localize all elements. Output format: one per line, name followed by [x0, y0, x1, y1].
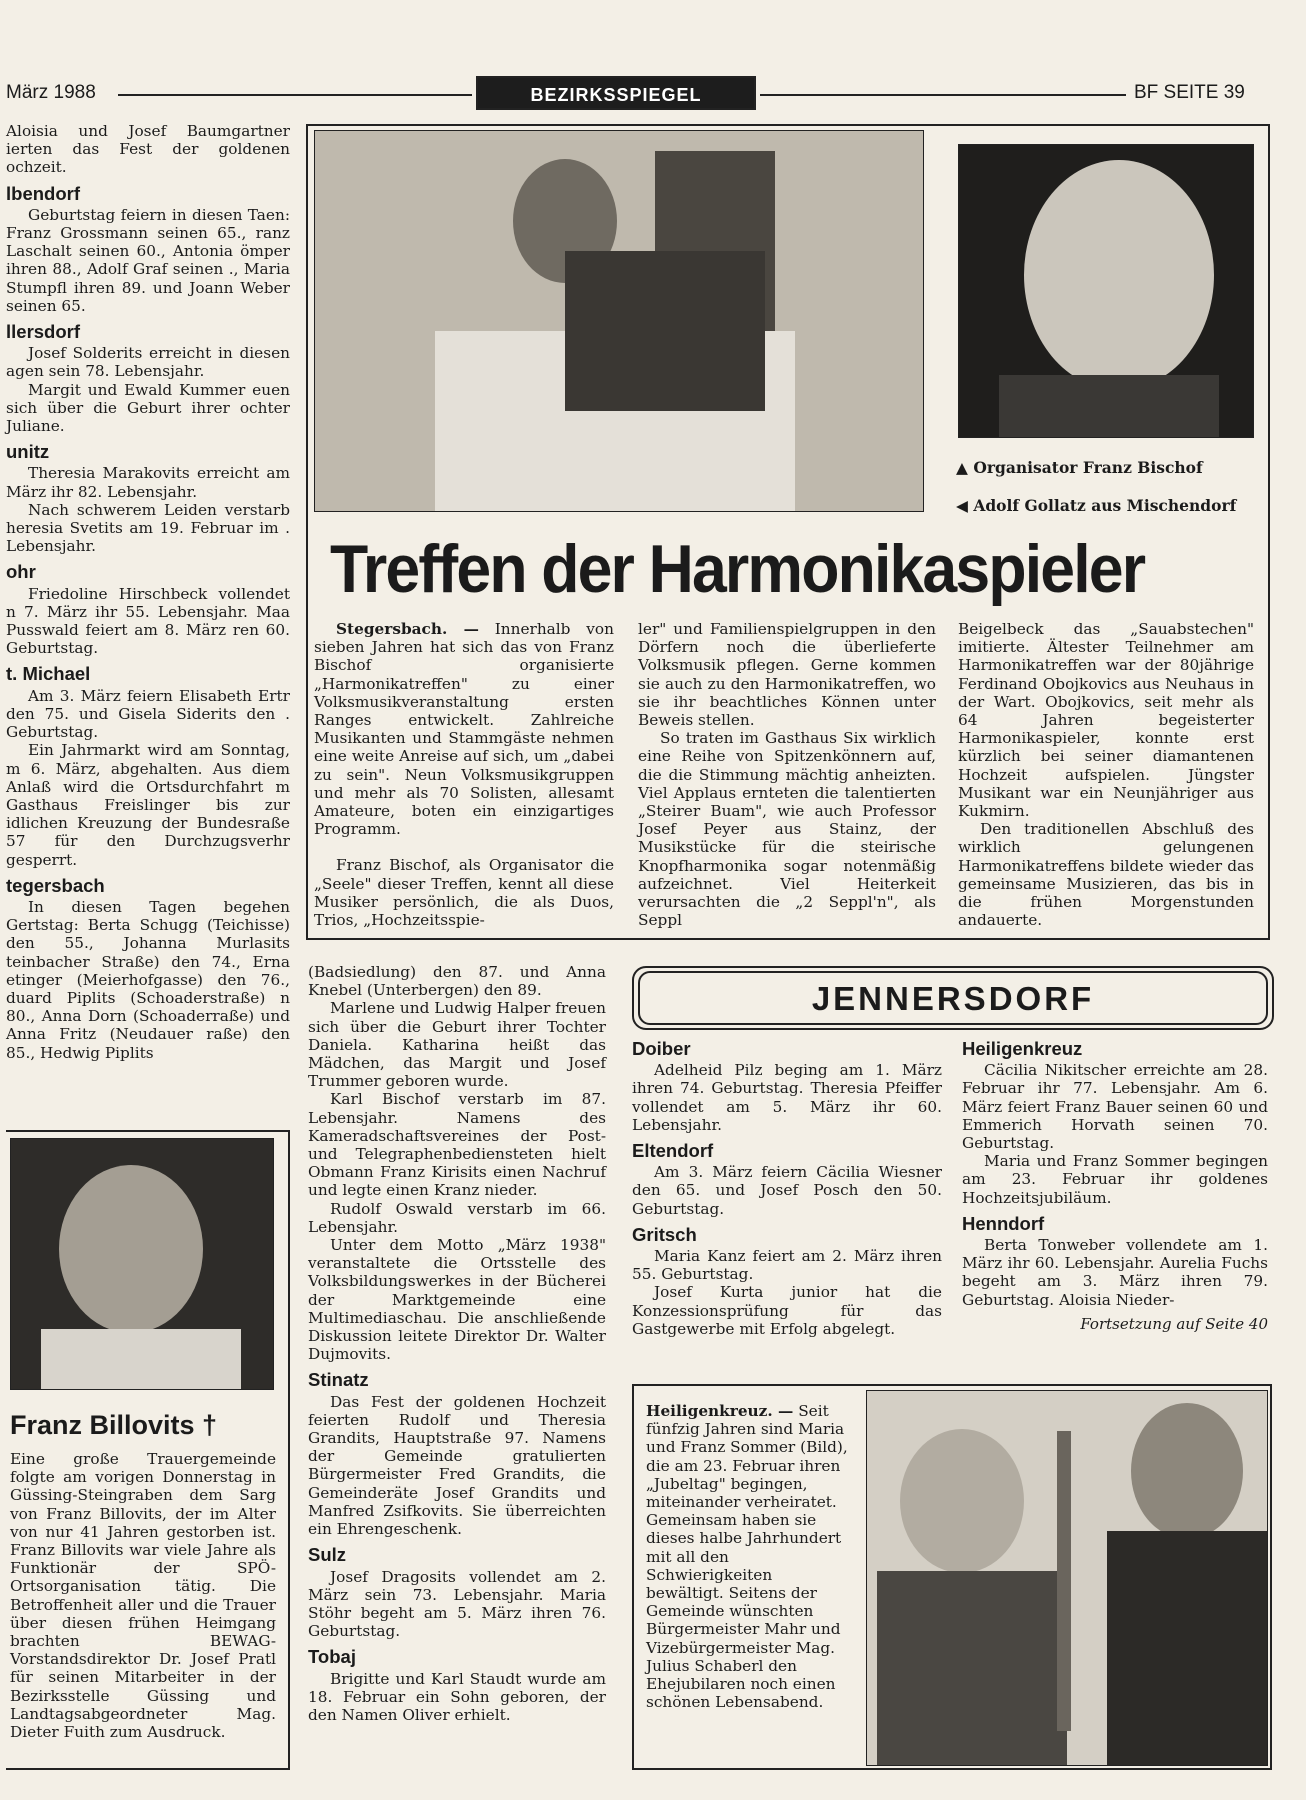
section-title: unitz	[6, 441, 50, 463]
jennersdorf-banner	[632, 966, 1274, 1030]
news-item: Nach schwerem Leiden verstarb heresia Svetits am 19. Februar im . Lebensjahr.	[6, 500, 290, 556]
news-item: Ein Jahrmarkt wird am Sonntag, m 6. März, abgehalten. Aus diem Anlaß wird die Ortsdurchfahrt m Gasthaus Freislinger bis zur idlichen Kreuzung der Bundesraße 57 für den Durchzugsverhr gesperrt.	[6, 741, 290, 869]
news-item: Margit und Ewald Kummer euen sich über die Geburt ihrer ochter Juliane.	[6, 380, 290, 436]
obituary-title: Franz Billovits †	[10, 1410, 218, 1440]
left-column	[6, 122, 290, 1062]
obituary-box	[6, 1130, 290, 1770]
dateline: Heiligenkreuz. —	[646, 1402, 794, 1420]
jennersdorf-col1	[632, 1040, 942, 1338]
section-title: t. Michael	[6, 663, 91, 685]
article-text: ler" und Familienspielgruppen in den Dörfern noch die überlieferte Volksmusik pflegen. Gerne kommen sie auch zu den Harmonikatreffen, wo sie ihr beachtliches Können unter Beweis stellen.	[638, 620, 936, 730]
news-item: Unter dem Motto „März 1938" veranstaltete die Ortsstelle des Volksbildungswerkes in der Bücherei der Marktgemeinde eine Multimediaschau. Die anschließende Diskussion leitete Direktor Dr. Walter Dujmovits.	[308, 1236, 606, 1364]
news-item: Marlene und Ludwig Halper freuen sich über die Geburt ihrer Tochter Daniela. Katharina heißt das Mädchen, das Margit und Josef Trummer geboren wurde.	[308, 999, 606, 1091]
news-item: Friedoline Hirschbeck vollendet n 7. März ihr 55. Lebensjahr. Maa Pusswald feiert am 8. März ren 60. Geburtstag.	[6, 584, 290, 658]
news-item: (Badsiedlung) den 87. und Anna Knebel (Unterbergen) den 89.	[308, 963, 606, 1000]
caption-organizer: ▲ Organisator Franz Bischof	[956, 458, 1203, 477]
news-item: Theresia Marakovits erreicht am März ihr 82. Lebensjahr.	[6, 464, 290, 501]
news-item: Am 3. März feiern Elisabeth Ertr den 75. und Gisela Siderits den . Geburtstag.	[6, 686, 290, 742]
section-title: Sulz	[308, 1544, 347, 1566]
news-item: Am 3. März feiern Cäcilia Wiesner den 65. und Josef Posch den 50. Geburtstag.	[632, 1163, 942, 1218]
accordion-player-photo	[314, 130, 924, 512]
article-text: So traten im Gasthaus Six wirklich eine Reihe von Spitzenkönnern auf, die die Stimmung mächtig anheizten. Viel Applaus ernteten die talentierten „Steirer Buam", wie auch Professor Josef Peyer aus Stainz, der Musikstücke für die steirische Knopfharmonika sogar notenmäßig aufzeichnet. Viel Heiterkeit verursachten die „2 Seppl'n", als Seppl	[638, 729, 936, 930]
section-title: Tobaj	[308, 1646, 356, 1668]
dateline: Stegersbach. —	[336, 620, 479, 638]
news-item: Maria und Franz Sommer begingen am 23. Februar ihr goldenes Hochzeitsjubiläum.	[962, 1152, 1268, 1207]
news-item: Maria Kanz feiert am 2. März ihren 55. Geburtstag.	[632, 1247, 942, 1284]
section-title: ohr	[6, 561, 36, 583]
article-text: Innerhalb von sieben Jahren hat sich das von Franz Bischof organisierte „Harmonikatreffen" zu einer Volksmusikveranstaltung ersten Ranges entwickelt. Zahlreiche Musikanten und Stammgäste nehmen eine weite Anreise auf sich, um „dabei zu sein". Neun Volksmusikgruppen und mehr als 70 Solisten, allesamt Amateure, boten ein einzigartiges Programm.	[314, 620, 614, 839]
portrait-photo	[958, 144, 1254, 438]
news-item: Karl Bischof verstarb im 87. Lebensjahr. Namens des Kameradschaftsvereines der Post- und Telegraphenbediensteten hielt Obmann Franz Kirisits einen Nachruf und legte einen Kranz nieder.	[308, 1090, 606, 1200]
article-text: Beigelbeck das „Sauabstechen" imitierte. Ältester Teilnehmer am Harmonikatreffen war der 80jährige Ferdinand Obojkovics aus Neuhaus in der Wart. Obojkovics, seit mehr als 64 Jahren begeisterter Harmonikaspieler, konnte erst kürzlich bei seiner diamantenen Hochzeit aufspielen. Jüngster Musikant war ein Neunjähriger aus Kukmirn.	[958, 620, 1254, 821]
section-title: Henndorf	[962, 1212, 1045, 1234]
page-number: BF SEITE 39	[1134, 82, 1245, 103]
header-rule-right	[760, 94, 1126, 96]
section-tag: BEZIRKSSPIEGEL	[476, 76, 756, 110]
middle-column	[308, 963, 606, 1724]
news-item: Geburtstag feiern in diesen Taen: Franz Grossmann seinen 65., ranz Laschalt seinen 60., Antonia ömper ihren 88., Adolf Graf seinen ., Maria Stumpfl ihren 89. und Joann Weber seinen 65.	[6, 205, 290, 315]
section-title: Stinatz	[308, 1369, 369, 1391]
news-item: Cäcilia Nikitscher erreichte am 28. Februar ihr 77. Lebensjahr. Am 6. März feiert Franz Bauer seinen 60 und Emmerich Horvath seinen 70. Geburtstag.	[962, 1061, 1268, 1153]
news-item: Josef Kurta junior hat die Konzessionsprüfung für das Gastgewerbe mit Erfolg abgelegt.	[632, 1283, 942, 1338]
article-text: Den traditionellen Abschluß des wirklich gelungenen Harmonikatreffens bildete wieder das gemeinsame Musizieren, das bis in die frühen Morgenstunden andauerte.	[958, 820, 1254, 930]
headline: Treffen der Harmonikaspieler	[330, 531, 1145, 607]
news-item: Berta Tonweber vollendete am 1. März ihr 60. Lebensjahr. Aurelia Fuchs begeht am 3. März ihren 79. Geburtstag. Aloisia Nieder-	[962, 1236, 1268, 1309]
obituary-text: Eine große Trauergemeinde folgte am vorigen Donnerstag in Güssing-Steingraben dem Sarg von Franz Billovits, der im Alter von nur 41 Jahren gestorben ist. Franz Billovits war viele Jahre als Funktionär der SPÖ-Ortsorganisation tätig. Die Betroffenheit aller und die Trauer über diesen frühen Heimgang brachten BEWAG-Vorstandsdirektor Dr. Josef Pratl für seinen Mitarbeiter in der Bezirksstelle Güssing und Landtagsabgeordneter Mag. Dieter Fuith zum Ausdruck.	[10, 1450, 276, 1742]
issue-date: März 1988	[6, 82, 96, 103]
continued-note: Fortsetzung auf Seite 40	[1080, 1314, 1268, 1333]
news-item: Josef Dragosits vollendet am 2. März sein 73. Lebensjahr. Maria Stöhr begeht am 5. März ihren 76. Geburtstag.	[308, 1567, 606, 1641]
caption-gollatz: ◀ Adolf Gollatz aus Mischendorf	[956, 496, 1237, 515]
news-item: Josef Solderits erreicht in diesen agen sein 78. Lebensjahr.	[6, 344, 290, 381]
news-item: In diesen Tagen begehen Gertstag: Berta Schugg (Teichisse) den 55., Johanna Murlasits teinbacher Straße) den 74., Erna etinger (Meierhofgasse) den 76., duard Piplits (Schoaderstraße) n 80., Anna Dorn (Schoaderraße) und Anna Fritz (Neudauer raße) den 85., Hedwig Piplits	[6, 897, 290, 1062]
intro-text: Aloisia und Josef Baumgartner ierten das Fest der goldenen ochzeit.	[6, 122, 290, 177]
feature-box	[306, 124, 1270, 940]
section-title: tegersbach	[6, 874, 105, 896]
section-title: Gritsch	[632, 1223, 697, 1245]
obituary-photo	[10, 1138, 274, 1390]
news-item: Das Fest der goldenen Hochzeit feierten Rudolf und Theresia Grandits, Hauptstraße 97. Namens der Gemeinde gratulierten Bürgermeister Fred Grandits, die Gemeinderäte Josef Grandits und Manfred Zsifkovits. Sie überreichten ein Ehrengeschenk.	[308, 1392, 606, 1539]
jubilee-box	[632, 1384, 1272, 1770]
header-rule-left	[118, 94, 472, 96]
section-title: Heiligenkreuz	[962, 1038, 1083, 1059]
news-item: Brigitte und Karl Staudt wurde am 18. Februar ein Sohn geboren, der den Namen Oliver erhielt.	[308, 1669, 606, 1724]
jennersdorf-col2	[962, 1040, 1268, 1333]
news-item: Rudolf Oswald verstarb im 66. Lebensjahr.	[308, 1199, 606, 1236]
jubilee-couple-photo	[866, 1390, 1268, 1766]
section-title: Eltendorf	[632, 1140, 714, 1162]
article-text: Franz Bischof, als Organisator die „Seele" dieser Treffen, kennt all diese Musiker persönlich, die als Duos, Trios, „Hochzeitsspie-	[314, 856, 614, 930]
section-title: Doiber	[632, 1038, 691, 1059]
section-title: llersdorf	[6, 321, 81, 343]
section-title: lbendorf	[6, 182, 80, 204]
jubilee-text: Seit fünfzig Jahren sind Maria und Franz Sommer (Bild), die am 23. Februar ihren „Jubeltag" begingen, miteinander verheiratet. Gemeinsam haben sie dieses halbe Jahrhundert mit all den Schwierigkeiten bewältigt. Seitens der Gemeinde wünschten Bürgermeister Mahr und Vizebürgermeister Mag. Julius Schaberl den Ehejubilaren noch einen schönen Lebensabend.	[646, 1402, 848, 1712]
news-item: Adelheid Pilz beging am 1. März ihren 74. Geburtstag. Theresia Pfeiffer vollendet am 5. März ihr 60. Lebensjahr.	[632, 1061, 942, 1134]
region-title: JENNERSDORF	[811, 980, 1095, 1017]
